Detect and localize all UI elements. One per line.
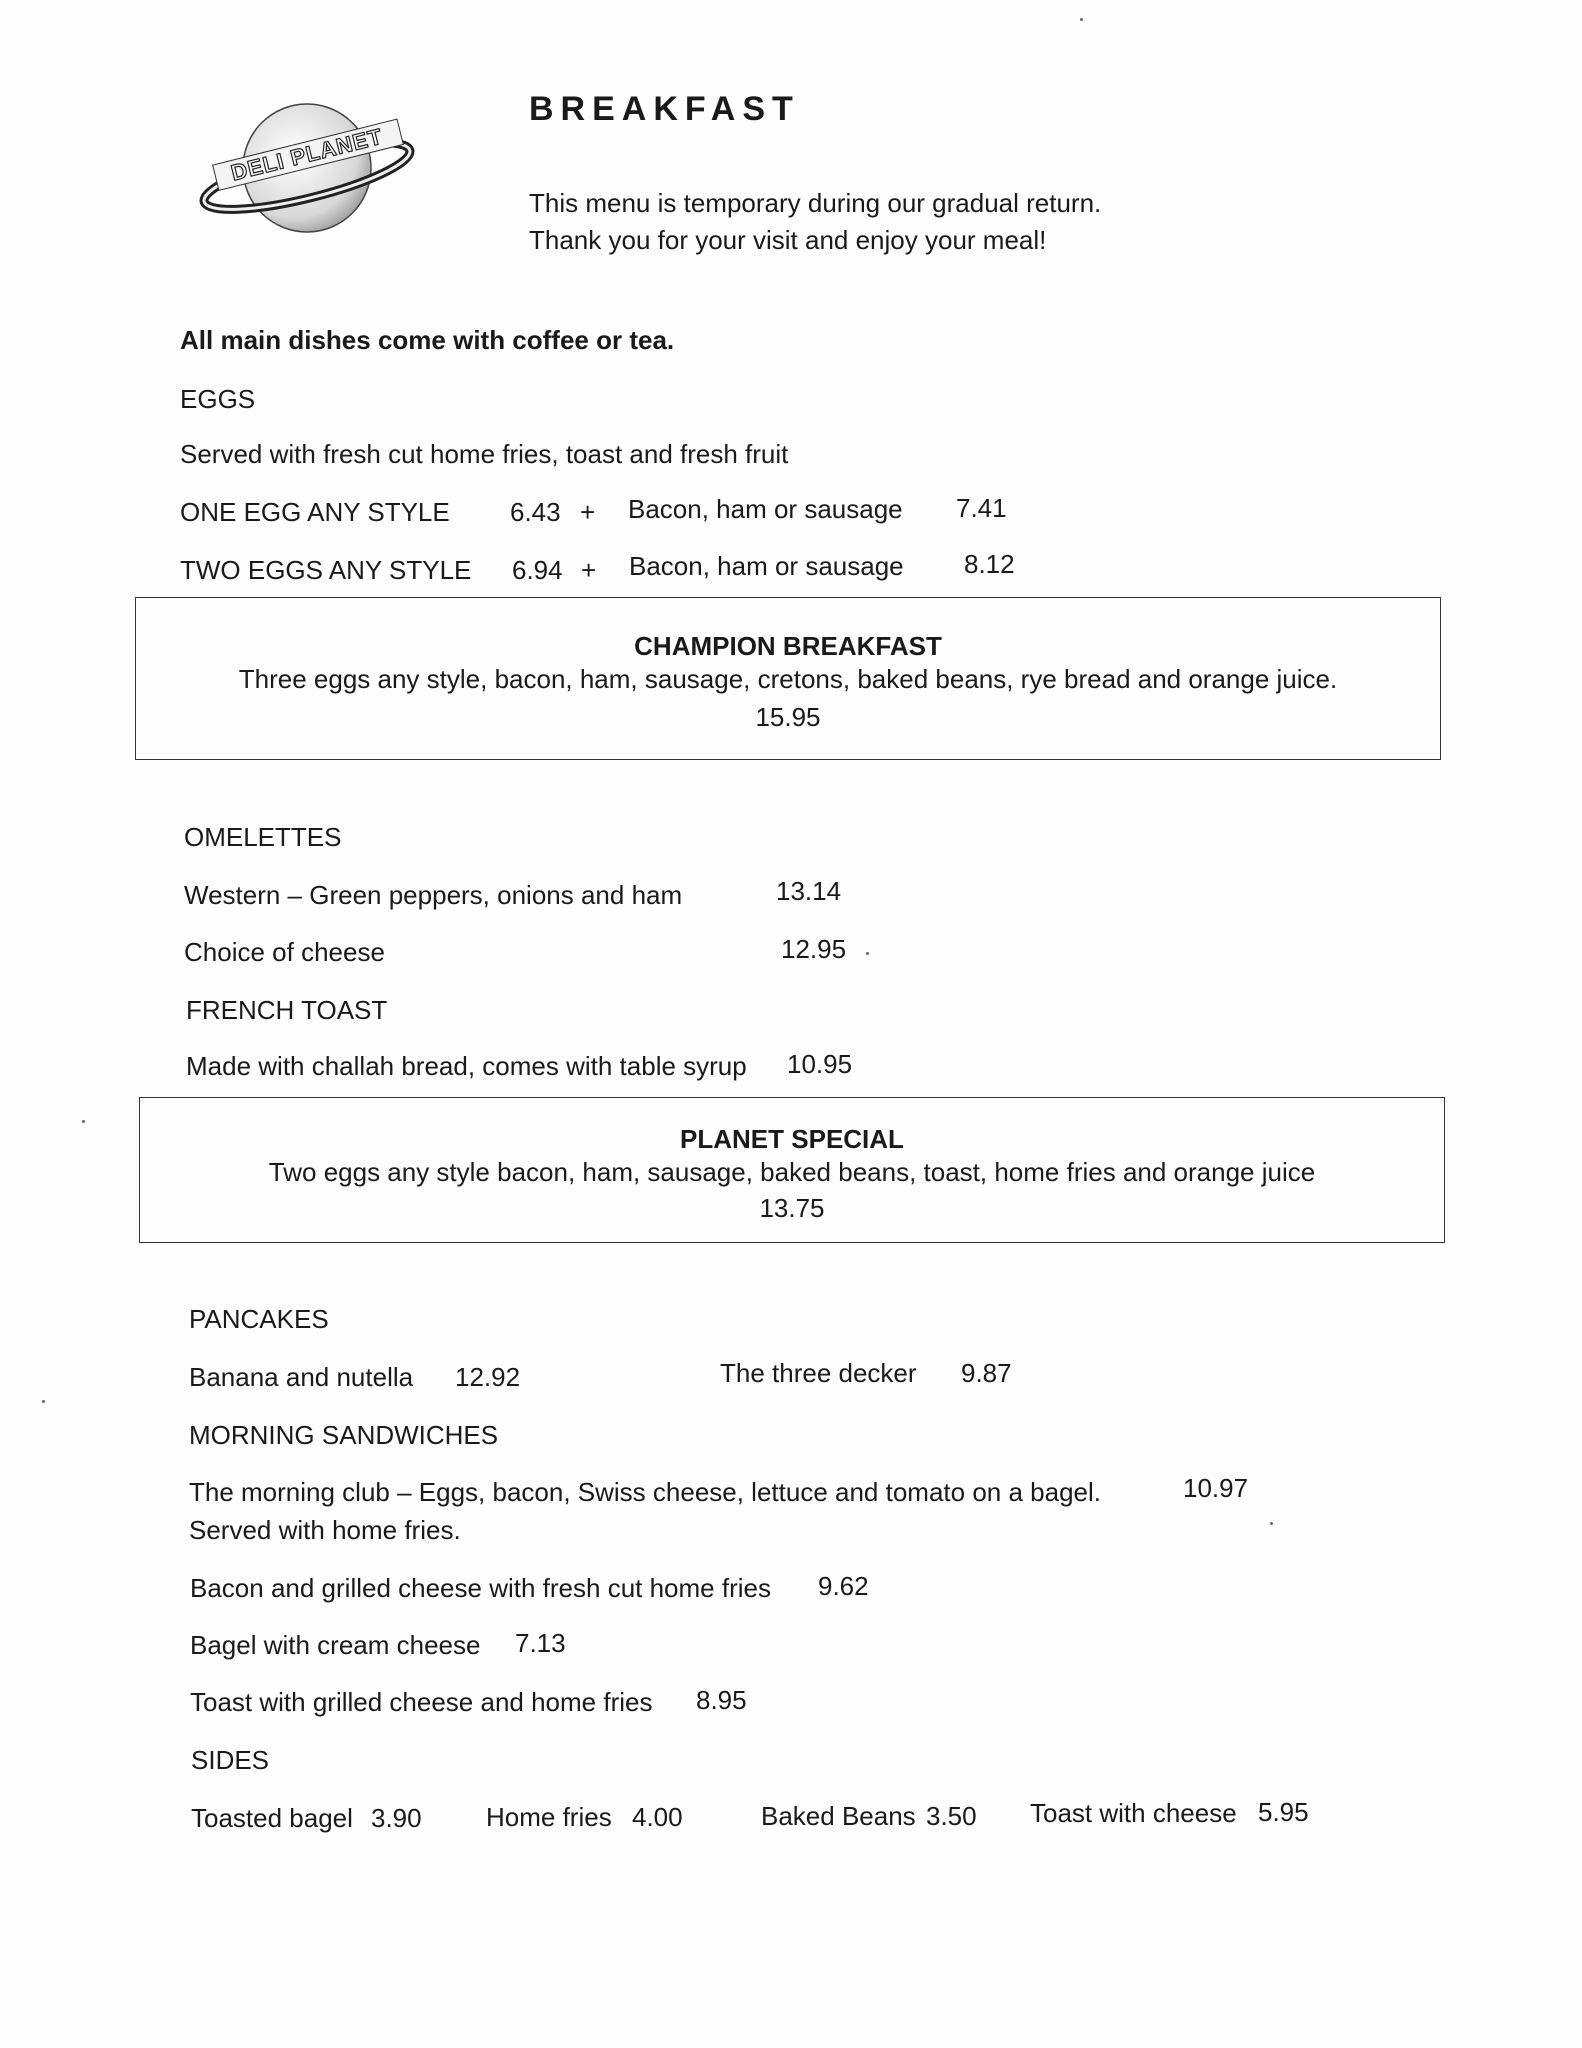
notice-text: All main dishes come with coffee or tea. bbox=[180, 325, 675, 355]
menu-item-name: Home fries bbox=[486, 1802, 612, 1832]
special-title: CHAMPION BREAKFAST bbox=[634, 631, 942, 661]
scan-speck bbox=[1270, 1522, 1273, 1525]
svg-text:DELI PLANET: DELI PLANET bbox=[228, 123, 386, 186]
menu-item-price: 10.97 bbox=[1183, 1473, 1249, 1503]
menu-item-price: 7.13 bbox=[515, 1628, 566, 1658]
scan-speck bbox=[42, 1400, 45, 1403]
menu-item-name: Made with challah bread, comes with table syrup bbox=[186, 1051, 747, 1081]
menu-item-name: Toasted bagel bbox=[191, 1803, 353, 1833]
plus-sign: + bbox=[581, 555, 597, 585]
page-title: BREAKFAST bbox=[529, 90, 800, 128]
special-price: 15.95 bbox=[755, 702, 821, 732]
special-description: Two eggs any style bacon, ham, sausage, baked beans, toast, home fries and orange juice bbox=[268, 1157, 1316, 1187]
menu-item-name: Choice of cheese bbox=[184, 937, 385, 967]
menu-item-price: 9.87 bbox=[961, 1358, 1012, 1388]
menu-item-name: Toast with cheese bbox=[1030, 1798, 1237, 1828]
intro-line-1: This menu is temporary during our gradual return. bbox=[529, 188, 1102, 218]
intro-line-2: Thank you for your visit and enjoy your meal! bbox=[529, 225, 1047, 255]
menu-item-price: 5.95 bbox=[1258, 1797, 1309, 1827]
menu-item-name: Toast with grilled cheese and home fries bbox=[190, 1687, 653, 1717]
section-heading-eggs: EGGS bbox=[180, 384, 256, 414]
menu-item-name: ONE EGG ANY STYLE bbox=[180, 497, 450, 527]
menu-item-price: 12.92 bbox=[455, 1362, 521, 1392]
menu-item-name: The morning club – Eggs, bacon, Swiss cheese, lettuce and tomato on a bagel. bbox=[189, 1477, 1101, 1507]
menu-item-price: 6.43 bbox=[510, 497, 561, 527]
section-heading-pancakes: PANCAKES bbox=[189, 1304, 329, 1334]
section-heading-sides: SIDES bbox=[191, 1745, 270, 1775]
menu-item-price: 6.94 bbox=[512, 555, 563, 585]
add-on-price: 7.41 bbox=[956, 493, 1007, 523]
eggs-description: Served with fresh cut home fries, toast and fresh fruit bbox=[180, 439, 789, 469]
special-price: 13.75 bbox=[759, 1193, 825, 1223]
menu-item-price: 3.90 bbox=[371, 1803, 422, 1833]
menu-item-price: 12.95 bbox=[781, 934, 847, 964]
special-title: PLANET SPECIAL bbox=[680, 1124, 904, 1154]
menu-item-price: 8.95 bbox=[696, 1685, 747, 1715]
planet-special-box bbox=[139, 1097, 1445, 1243]
menu-item-name: TWO EGGS ANY STYLE bbox=[180, 555, 472, 585]
add-on-price: 8.12 bbox=[964, 549, 1015, 579]
plus-sign: + bbox=[580, 497, 596, 527]
menu-item-name: Baked Beans bbox=[761, 1801, 916, 1831]
menu-item-price: 3.50 bbox=[926, 1801, 977, 1831]
menu-item-price: 10.95 bbox=[787, 1049, 853, 1079]
menu-item-price: 13.14 bbox=[776, 876, 842, 906]
add-on-text: Bacon, ham or sausage bbox=[628, 494, 903, 524]
add-on-text: Bacon, ham or sausage bbox=[629, 551, 904, 581]
section-heading-omelettes: OMELETTES bbox=[184, 822, 342, 852]
menu-item-name: Banana and nutella bbox=[189, 1362, 414, 1392]
menu-item-price: 4.00 bbox=[632, 1802, 683, 1832]
menu-item-price: 9.62 bbox=[818, 1571, 869, 1601]
scan-speck bbox=[82, 1120, 85, 1123]
deli-planet-logo bbox=[195, 98, 420, 238]
section-heading-french-toast: FRENCH TOAST bbox=[186, 995, 388, 1025]
section-heading-sandwiches: MORNING SANDWICHES bbox=[189, 1420, 499, 1450]
menu-item-name: Bacon and grilled cheese with fresh cut home fries bbox=[190, 1573, 771, 1603]
menu-item-name: The three decker bbox=[720, 1358, 917, 1388]
special-description: Three eggs any style, bacon, ham, sausage, cretons, baked beans, rye bread and orange juice. bbox=[238, 664, 1338, 694]
menu-item-name: Bagel with cream cheese bbox=[190, 1630, 481, 1660]
menu-item-name: Western – Green peppers, onions and ham bbox=[184, 880, 683, 910]
menu-item-name-continued: Served with home fries. bbox=[189, 1515, 461, 1545]
scan-speck bbox=[866, 952, 869, 955]
champion-breakfast-box bbox=[135, 597, 1441, 760]
scan-speck bbox=[1080, 18, 1083, 21]
